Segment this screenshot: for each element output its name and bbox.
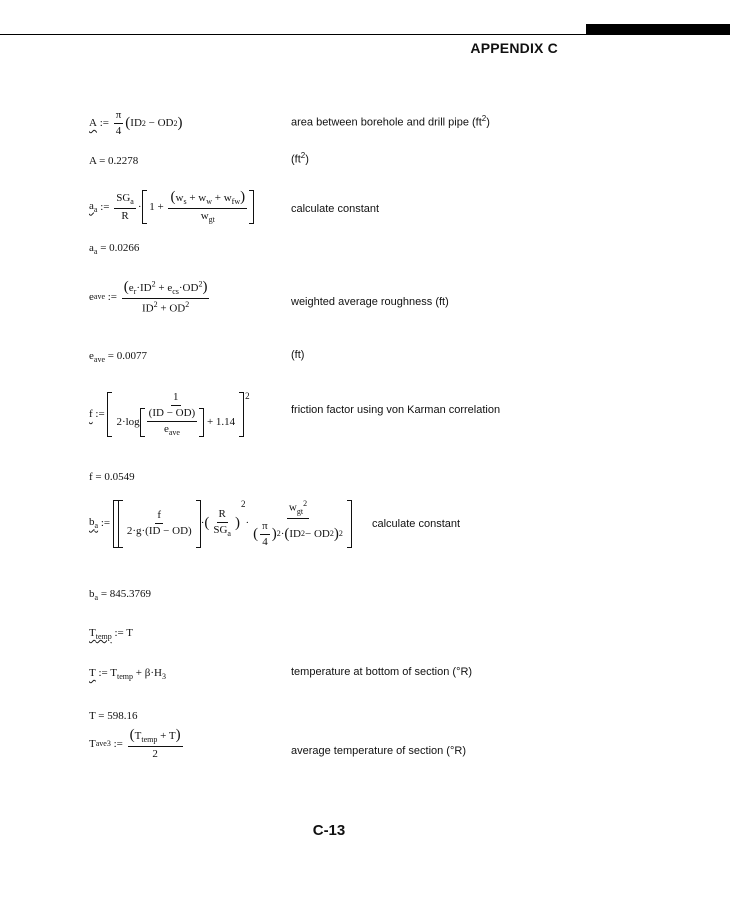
result-area: A = 0.2278: [89, 155, 139, 167]
result-aa: $a_a = 0.0266$: [89, 242, 140, 257]
equation-area-def: A := π 4 ( ID 2 − OD 2 ): [89, 109, 183, 137]
note-friction: friction factor using von Karman correlation: [291, 404, 501, 416]
note-ft2: $(ft^2)$: [291, 151, 309, 166]
page-number: C-13: [312, 822, 346, 839]
result-ba: $b_a = 845.3769$: [89, 588, 152, 603]
note-temp-bottom: temperature at bottom of section (°R): [291, 666, 473, 678]
var-A: A: [89, 117, 97, 129]
header-rule: [0, 34, 730, 35]
fraction-pi-over-4: π 4: [115, 109, 122, 137]
note-roughness: weighted average roughness (ft): [291, 296, 449, 308]
appendix-title: APPENDIX C: [470, 40, 558, 56]
note-calc-constant-1: calculate constant: [291, 203, 380, 215]
equation-eave-def: e ave := $(e_r\cdot ID^2 + e_{cs}\cdot OD^2)$ $ID^2 + OD^2$: [89, 279, 208, 315]
equation-tave3-def: T ave3 := $(T_{temp} + T)$ 2: [89, 727, 181, 761]
equation-aa-def: $a_a$ := $SG_a$ R · 1 + $(w_s + w_w + w_{fw})$ $w_{gt}$: [89, 190, 254, 224]
equation-ba-def: $b_a$ := f 2·g·(ID − OD) · ( R $SG_a$ ) 2 · $w_{gt}^2$ ( π 4 ) 2 · ( ID 2 − OD 2 ) 2: [89, 500, 352, 548]
equation-ttemp-def: $T_{temp}$ := T: [89, 627, 134, 642]
note-ft: (ft): [291, 349, 305, 361]
equation-t-def: T := $T_{temp} + \beta\cdot H_3$: [89, 667, 166, 682]
result-eave: $e_{ave} = 0.0077$: [89, 350, 147, 365]
note-calc-constant-2: calculate constant: [372, 518, 461, 530]
result-friction: f = 0.0549: [89, 471, 135, 483]
result-t: T = 598.16: [89, 710, 138, 722]
equation-friction-def: f := 1 2·log (ID − OD) $e_{ave}$ + 1.14 2: [89, 391, 250, 438]
note-area: area between borehole and drill pipe $(ft^2)$: [291, 114, 490, 129]
note-temp-avg: average temperature of section (°R): [291, 745, 466, 757]
